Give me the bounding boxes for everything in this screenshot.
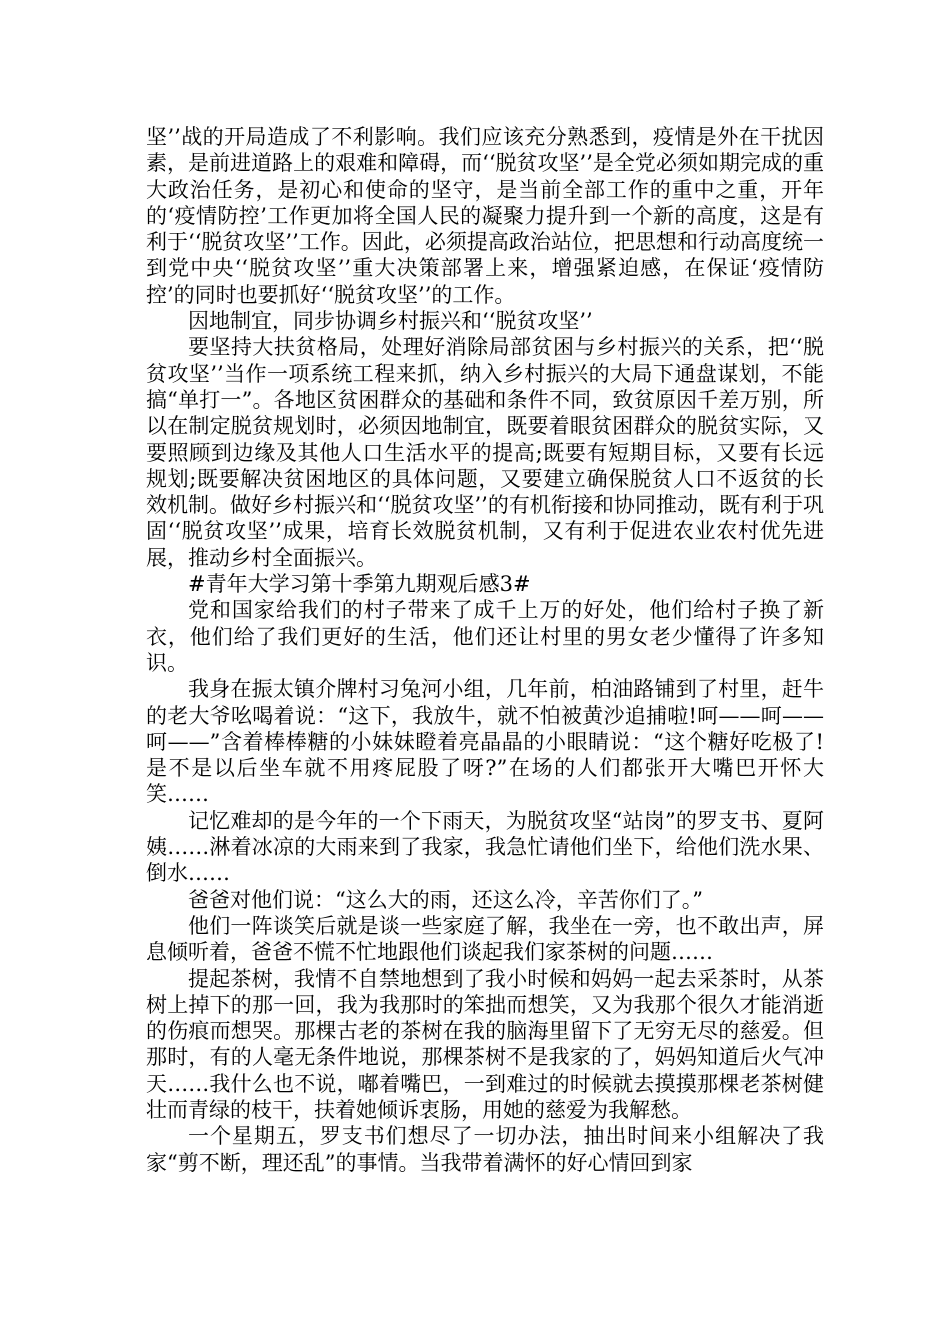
paragraph-continuation: 坚’’战的开局造成了不利影响。我们应该充分熟悉到，疫情是外在干扰因素，是前进道路上的艰难和障碍，而‘‘脱贫攻坚’’是全党必须如期完成的重大政治任务，是初心和使命的坚守，是当前全部工作的重中之重，开年的‘疫情防控’工作更加将全国人民的凝聚力提升到一个新的高度，这是有利于‘‘脱贫攻坚’’工作。因此，必须提高政治站位，把思想和行动高度统一到党中央‘‘脱贫攻坚’’重大决策部署上来，增强紧迫感，在保证‘疫情防控’的同时也要抓好‘‘脱贫攻坚’’的工作。 <box>146 125 824 307</box>
paragraph-village-benefits: 党和国家给我们的村子带来了成千上万的好处，他们给村子换了新衣，他们给了我们更好的生活，他们还让村里的男女老少懂得了许多知识。 <box>146 598 824 675</box>
section-heading-reflection-3: #青年大学习第十季第九期观后感3# <box>188 572 531 597</box>
paragraph-tea-tree-memory: 提起茶树，我情不自禁地想到了我小时候和妈妈一起去采茶时，从茶树上掉下的那一回，我为我那时的笨拙而想笑，又为我那个很久才能消逝的伤痕而想哭。那棵古老的茶树在我的脑海里留下了无穷无尽的慈爱。但那时，有的人毫无条件地说，那棵茶树不是我家的了，妈妈知道后火气冲天……我什么也不说，嘟着嘴巴，一到难过的时候就去摸摸那棵老茶树健壮而青绿的枝干，扶着她倾诉衷肠，用她的慈爱为我解愁。 <box>146 966 824 1122</box>
section-heading-rural-revitalization: 因地制宜，同步协调乡村振兴和‘‘脱贫攻坚’’ <box>188 309 593 334</box>
paragraph-asphalt-road: 我身在振太镇介牌村习兔河小组，几年前，柏油路铺到了村里，赶牛的老大爷吆喝着说：“这下，我放牛，就不怕被黄沙追捕啦!呵——呵——呵——”含着棒棒糖的小妹妹瞪着亮晶晶的小眼睛说：“这个糖好吃极了!是不是以后坐车就不用疼屁股了呀?”在场的人们都张开大嘴巴开怀大笑…… <box>146 677 824 807</box>
paragraph-family-talk: 他们一阵谈笑后就是谈一些家庭了解，我坐在一旁，也不敢出声，屏息倾听着，爸爸不慌不忙地跟他们谈起我们家茶树的问题…… <box>146 913 824 965</box>
document-body <box>146 124 824 1176</box>
paragraph-father-dialogue: 爸爸对他们说：“这么大的雨，还这么冷，辛苦你们了。” <box>188 887 703 912</box>
paragraph-friday-resolution: 一个星期五，罗支书们想尽了一切办法，抽出时间来小组解决了我家“剪不断，理还乱”的事情。当我带着满怀的好心情回到家 <box>146 1124 824 1175</box>
paragraph-rainy-day-visit: 记忆难却的是今年的一个下雨天，为脱贫攻坚“站岗”的罗支书、夏阿姨……淋着冰凉的大雨来到了我家，我急忙请他们坐下，给他们洗水果、倒水…… <box>146 808 824 886</box>
paragraph-poverty-alleviation-strategy: 要坚持大扶贫格局，处理好消除局部贫困与乡村振兴的关系，把‘‘脱贫攻坚’’当作一项系统工程来抓，纳入乡村振兴的大局下通盘谋划，不能搞“单打一”。各地区贫困群众的基础和条件不同，致贫原因千差万别，所以在制定脱贫规划时，必须因地制宜，既要着眼贫困群众的脱贫实际，又要照顾到边缘及其他人口生活水平的提高;既要有短期目标，又要有长远规划;既要解决贫困地区的具体问题，又要建立确保脱贫人口不返贫的长效机制。做好乡村振兴和‘‘脱贫攻坚’’的有机衔接和协同推动，既有利于巩固‘‘脱贫攻坚’’成果，培育长效脱贫机制，又有利于促进农业农村优先进展，推动乡村全面振兴。 <box>146 335 824 570</box>
